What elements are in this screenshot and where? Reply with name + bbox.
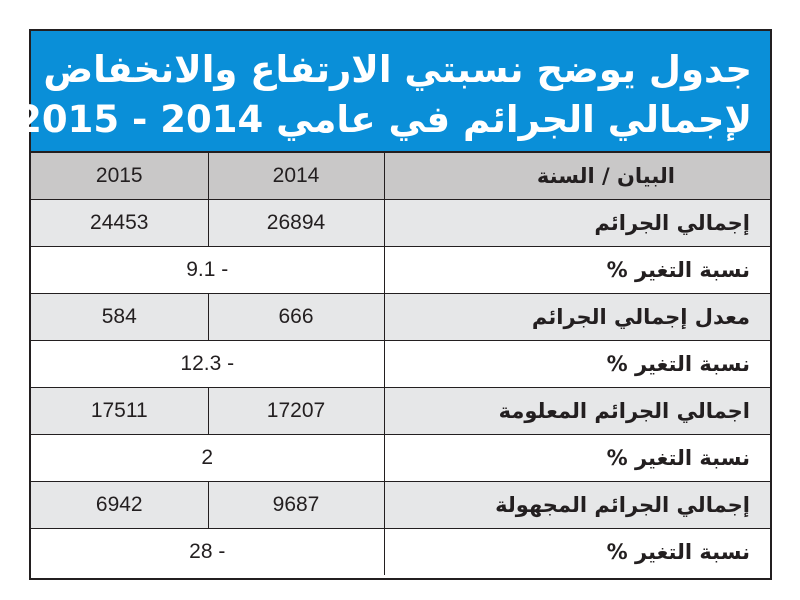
header-2014: 2014 [208,153,384,200]
value-2015: 24453 [31,200,208,247]
table-row [31,200,770,247]
change-value: 9.1 - [31,247,384,294]
title-line-2: لإجمالي الجرائم في عامي 2014 - 2015 [16,98,752,141]
table-frame [16,29,772,580]
table-row [31,482,770,529]
value-2014: 26894 [208,200,384,247]
row-label: نسبة التغير % [384,529,770,576]
title-banner [16,31,770,153]
table-header-row [31,153,770,200]
row-label: إجمالي الجرائم [384,200,770,247]
crime-stats-table [31,153,770,575]
table-row [31,294,770,341]
table-row [31,435,770,482]
row-label: نسبة التغير % [384,341,770,388]
change-value: 2 [31,435,384,482]
change-value: 28 - [31,529,384,576]
table-row [31,388,770,435]
row-label: إجمالي الجرائم المجهولة [384,482,770,529]
table-row [31,529,770,576]
change-value: 12.3 - [31,341,384,388]
title-line-1: جدول يوضح نسبتي الارتفاع والانخفاض [43,48,752,91]
row-label: نسبة التغير % [384,247,770,294]
value-2015: 17511 [31,388,208,435]
value-2014: 9687 [208,482,384,529]
value-2015: 6942 [31,482,208,529]
table-row [31,247,770,294]
value-2014: 666 [208,294,384,341]
table-row [31,341,770,388]
value-2015: 584 [31,294,208,341]
row-label: اجمالي الجرائم المعلومة [384,388,770,435]
row-label: نسبة التغير % [384,435,770,482]
header-2015: 2015 [31,153,208,200]
header-label: البيان / السنة [384,153,770,200]
row-label: معدل إجمالي الجرائم [384,294,770,341]
value-2014: 17207 [208,388,384,435]
